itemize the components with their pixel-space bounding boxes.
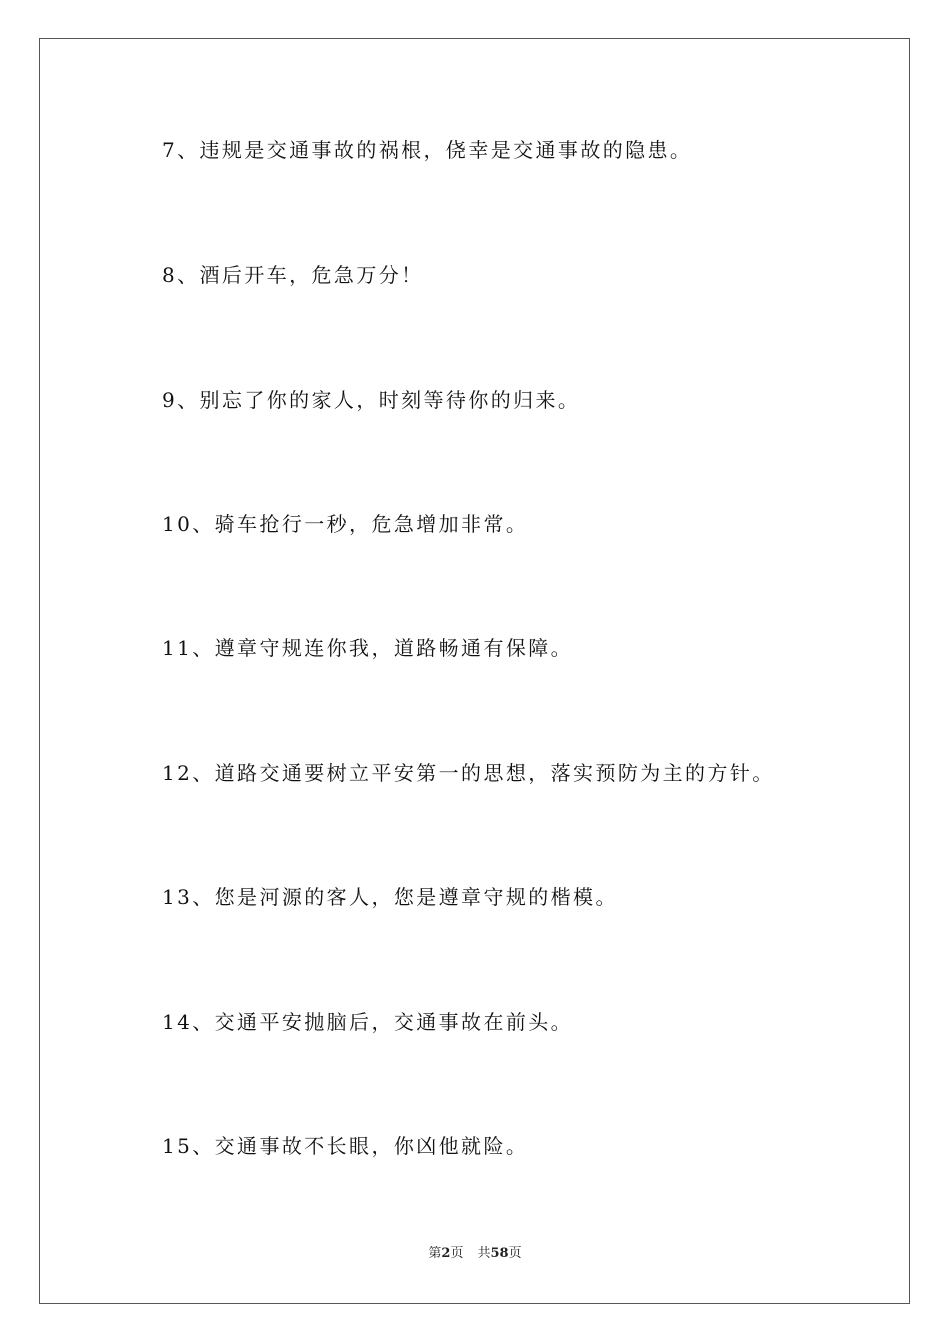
total-pages: 58: [490, 1246, 509, 1261]
page-border: [39, 38, 910, 1304]
list-item: 11、遵章守规连你我，道路畅通有保障。: [162, 636, 574, 660]
list-item: 13、您是河源的客人，您是遵章守规的楷模。: [162, 885, 618, 909]
list-item: 15、交通事故不长眼，你凶他就险。: [162, 1134, 529, 1158]
page-footer: [0, 1246, 950, 1262]
page-suffix: 页: [450, 1246, 464, 1261]
page-prefix: 第: [428, 1246, 442, 1261]
total-suffix: 页: [508, 1246, 522, 1261]
page-number: 2: [441, 1246, 451, 1261]
list-item: 10、骑车抢行一秒，危急增加非常。: [162, 512, 529, 536]
list-item: 8、酒后开车，危急万分！: [162, 263, 424, 287]
total-prefix: 共: [477, 1246, 491, 1261]
list-item: 14、交通平安抛脑后，交通事故在前头。: [162, 1010, 574, 1034]
list-item: 7、违规是交通事故的祸根，侥幸是交通事故的隐患。: [162, 138, 693, 162]
list-item: 12、道路交通要树立平安第一的思想，落实预防为主的方针。: [162, 761, 775, 785]
list-item: 9、别忘了你的家人，时刻等待你的归来。: [162, 388, 581, 412]
